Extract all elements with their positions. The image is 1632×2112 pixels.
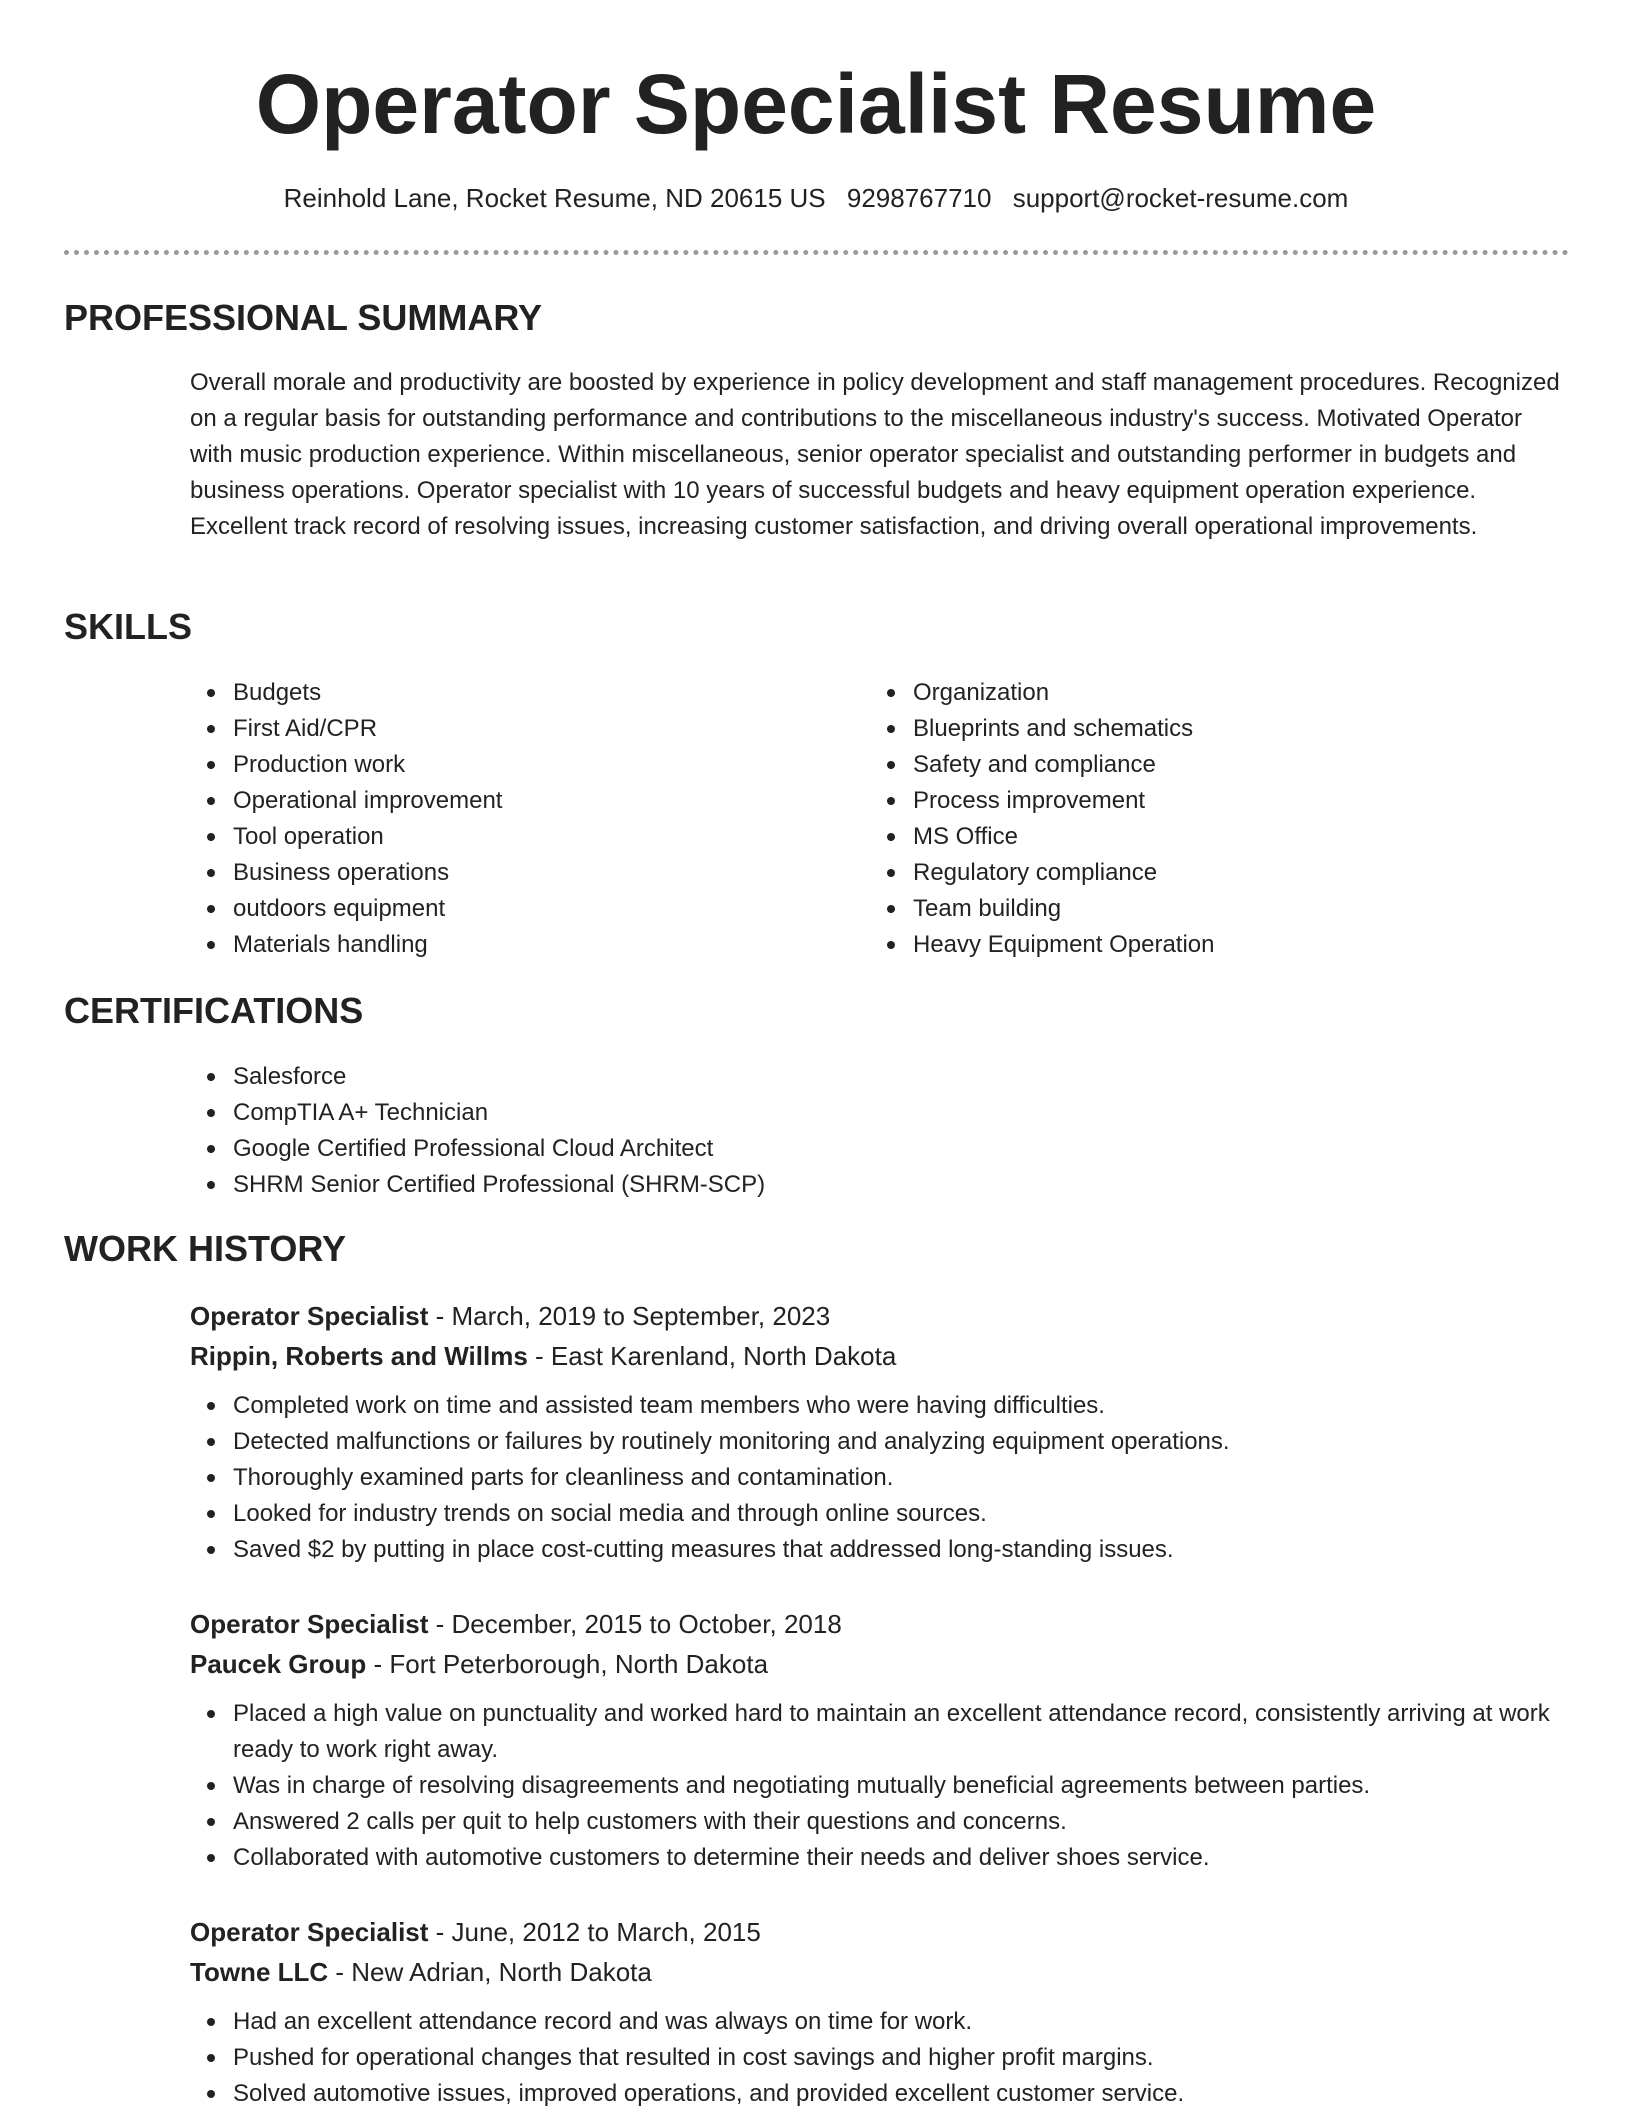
job-bullet: Completed work on time and assisted team members who were having difficulties. bbox=[190, 1388, 1570, 1424]
skill-item: Organization bbox=[870, 675, 1510, 711]
job-bullet: Was in charge of resolving disagreements and negotiating mutually beneficial agreements between parties. bbox=[190, 1768, 1570, 1804]
skill-item: MS Office bbox=[870, 819, 1510, 855]
job-title: Operator Specialist bbox=[190, 1917, 429, 1947]
job-bullets bbox=[190, 1696, 1570, 1876]
summary-heading: PROFESSIONAL SUMMARY bbox=[64, 297, 543, 338]
job-bullet: Answered 2 calls per quit to help customers with their questions and concerns. bbox=[190, 1804, 1570, 1840]
job-bullet: Detected malfunctions or failures by routinely monitoring and analyzing equipment operations. bbox=[190, 1424, 1570, 1460]
skills-list-left bbox=[190, 675, 830, 963]
contact-phone: 9298767710 bbox=[846, 183, 992, 213]
skills-heading: SKILLS bbox=[64, 606, 193, 647]
job-title-line bbox=[190, 1296, 1570, 1336]
job-bullet: Thoroughly examined parts for cleanliness and contamination. bbox=[190, 1460, 1570, 1496]
job-entry bbox=[190, 1604, 1570, 1876]
job-company-line bbox=[190, 1952, 1570, 1992]
job-title: Operator Specialist bbox=[190, 1301, 429, 1331]
job-title: Operator Specialist bbox=[190, 1609, 429, 1639]
skill-item: First Aid/CPR bbox=[190, 711, 830, 747]
resume-title: Operator Specialist Resume bbox=[255, 57, 1377, 151]
job-bullet: Solved automotive issues, improved operations, and provided excellent customer service. bbox=[190, 2076, 1570, 2112]
contact-address: Reinhold Lane, Rocket Resume, ND 20615 US bbox=[283, 183, 826, 213]
skill-item: outdoors equipment bbox=[190, 891, 830, 927]
job-bullet: Placed a high value on punctuality and worked hard to maintain an excellent attendance record, consistently arriving at work ready to work right away. bbox=[190, 1696, 1570, 1768]
job-bullet: Had an excellent attendance record and was always on time for work. bbox=[190, 2004, 1570, 2040]
skill-item: Budgets bbox=[190, 675, 830, 711]
skill-item: Materials handling bbox=[190, 927, 830, 963]
job-company-line bbox=[190, 1644, 1570, 1684]
certifications-list bbox=[190, 1059, 1570, 1203]
job-entry bbox=[190, 1296, 1570, 1568]
skill-item: Heavy Equipment Operation bbox=[870, 927, 1510, 963]
job-bullets bbox=[190, 2004, 1570, 2112]
certification-item: Google Certified Professional Cloud Architect bbox=[190, 1131, 1570, 1167]
certifications-block bbox=[190, 1059, 1570, 1203]
job-location: - New Adrian, North Dakota bbox=[328, 1957, 652, 1987]
job-entry bbox=[190, 1912, 1570, 2112]
skill-item: Tool operation bbox=[190, 819, 830, 855]
header-divider bbox=[64, 250, 1569, 255]
job-location: - Fort Peterborough, North Dakota bbox=[366, 1649, 769, 1679]
job-bullets bbox=[190, 1388, 1570, 1568]
job-bullet: Looked for industry trends on social media and through online sources. bbox=[190, 1496, 1570, 1532]
job-company-line bbox=[190, 1336, 1570, 1376]
skills-column-left bbox=[190, 675, 830, 963]
work-history-heading: WORK HISTORY bbox=[64, 1228, 347, 1269]
job-company: Towne LLC bbox=[190, 1957, 329, 1987]
certification-item: CompTIA A+ Technician bbox=[190, 1095, 1570, 1131]
job-bullet: Saved $2 by putting in place cost-cutting measures that addressed long-standing issues. bbox=[190, 1532, 1570, 1568]
skill-item: Operational improvement bbox=[190, 783, 830, 819]
contact-email: support@rocket-resume.com bbox=[1012, 183, 1349, 213]
job-title-line bbox=[190, 1912, 1570, 1952]
contact-line bbox=[0, 180, 1632, 216]
skill-item: Process improvement bbox=[870, 783, 1510, 819]
job-company: Paucek Group bbox=[190, 1649, 367, 1679]
job-title-line bbox=[190, 1604, 1570, 1644]
job-dates: - December, 2015 to October, 2018 bbox=[428, 1609, 842, 1639]
certification-item: Salesforce bbox=[190, 1059, 1570, 1095]
skill-item: Safety and compliance bbox=[870, 747, 1510, 783]
job-company: Rippin, Roberts and Willms bbox=[190, 1341, 528, 1371]
job-location: - East Karenland, North Dakota bbox=[527, 1341, 897, 1371]
job-bullet: Pushed for operational changes that resulted in cost savings and higher profit margins. bbox=[190, 2040, 1570, 2076]
certifications-heading: CERTIFICATIONS bbox=[64, 990, 364, 1031]
certification-item: SHRM Senior Certified Professional (SHRM-SCP) bbox=[190, 1167, 1570, 1203]
summary-text: Overall morale and productivity are boosted by experience in policy development and staff management procedures. Recognized on a regular basis for outstanding performance and contributions to the miscellaneous industry's success. Motivated Operator with music production experience. Within miscellaneous, senior operator specialist and outstanding performer in budgets and business operations. Operator specialist with 10 years of successful budgets and heavy equipment operation experience. Excellent track record of resolving issues, increasing customer satisfaction, and driving overall operational improvements. bbox=[190, 369, 1560, 540]
job-dates: - June, 2012 to March, 2015 bbox=[428, 1917, 761, 1947]
job-dates: - March, 2019 to September, 2023 bbox=[428, 1301, 831, 1331]
skill-item: Business operations bbox=[190, 855, 830, 891]
skills-list-right bbox=[870, 675, 1510, 963]
skill-item: Blueprints and schematics bbox=[870, 711, 1510, 747]
skill-item: Production work bbox=[190, 747, 830, 783]
skill-item: Team building bbox=[870, 891, 1510, 927]
skills-column-right bbox=[870, 675, 1510, 963]
job-bullet: Collaborated with automotive customers to determine their needs and deliver shoes service. bbox=[190, 1840, 1570, 1876]
skill-item: Regulatory compliance bbox=[870, 855, 1510, 891]
